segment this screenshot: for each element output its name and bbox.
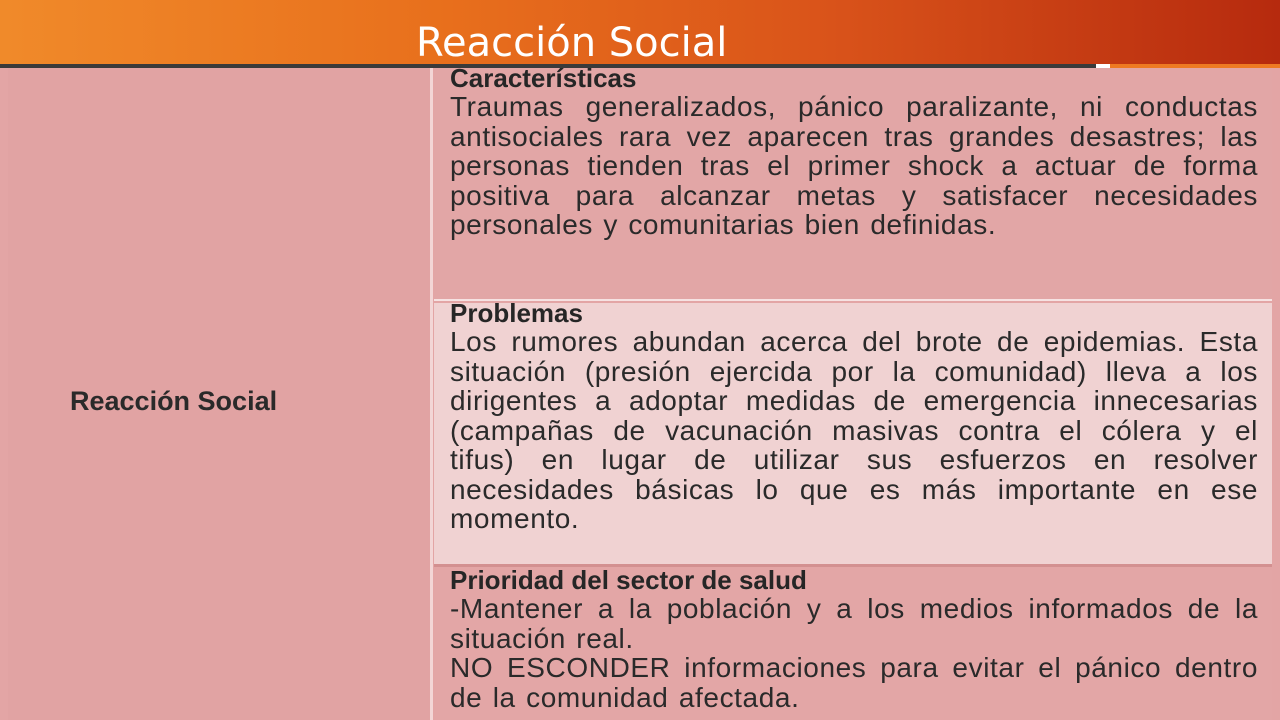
characteristics-heading: Características bbox=[450, 63, 637, 93]
content-table bbox=[0, 63, 1280, 720]
row-label: Reacción Social bbox=[70, 386, 278, 416]
health-priority-line-2: NO ESCONDER informaciones para evitar el pánico dentro de la comunidad afectada. bbox=[450, 652, 1258, 713]
problems-text: Los rumores abundan acerca del brote de epidemias. Esta situación (presión ejercida por la comunidad) lleva a los dirigentes a adoptar medidas de emergencia innecesarias (campañas de vacunación masivas contra el cólera y el tifus) en lugar de utilizar sus esfuerzos en resolver necesidades básicas lo que es más importante en ese momento. bbox=[450, 326, 1258, 534]
slide-title: Reacción Social bbox=[416, 20, 728, 66]
health-priority-line-1: -Mantener a la población y a los medios informados de la situación real. bbox=[450, 593, 1258, 654]
characteristics-body bbox=[450, 92, 1258, 240]
problems-heading: Problemas bbox=[450, 298, 583, 328]
health-priority-heading: Prioridad del sector de salud bbox=[450, 565, 807, 595]
characteristics-text: Traumas generalizados, pánico paralizante, ni conductas antisociales rara vez aparecen tras grandes desastres; las personas tienden tras el primer shock a actuar de forma positiva para alcanzar metas y satisfacer necesidades personales y comunitarias bien definidas. bbox=[450, 91, 1258, 240]
health-priority-body bbox=[450, 594, 1258, 712]
health-priority-cell bbox=[434, 565, 1272, 720]
characteristics-cell bbox=[434, 63, 1272, 301]
problems-body bbox=[450, 327, 1258, 534]
row-label-cell bbox=[8, 68, 433, 720]
problems-cell bbox=[434, 298, 1272, 567]
